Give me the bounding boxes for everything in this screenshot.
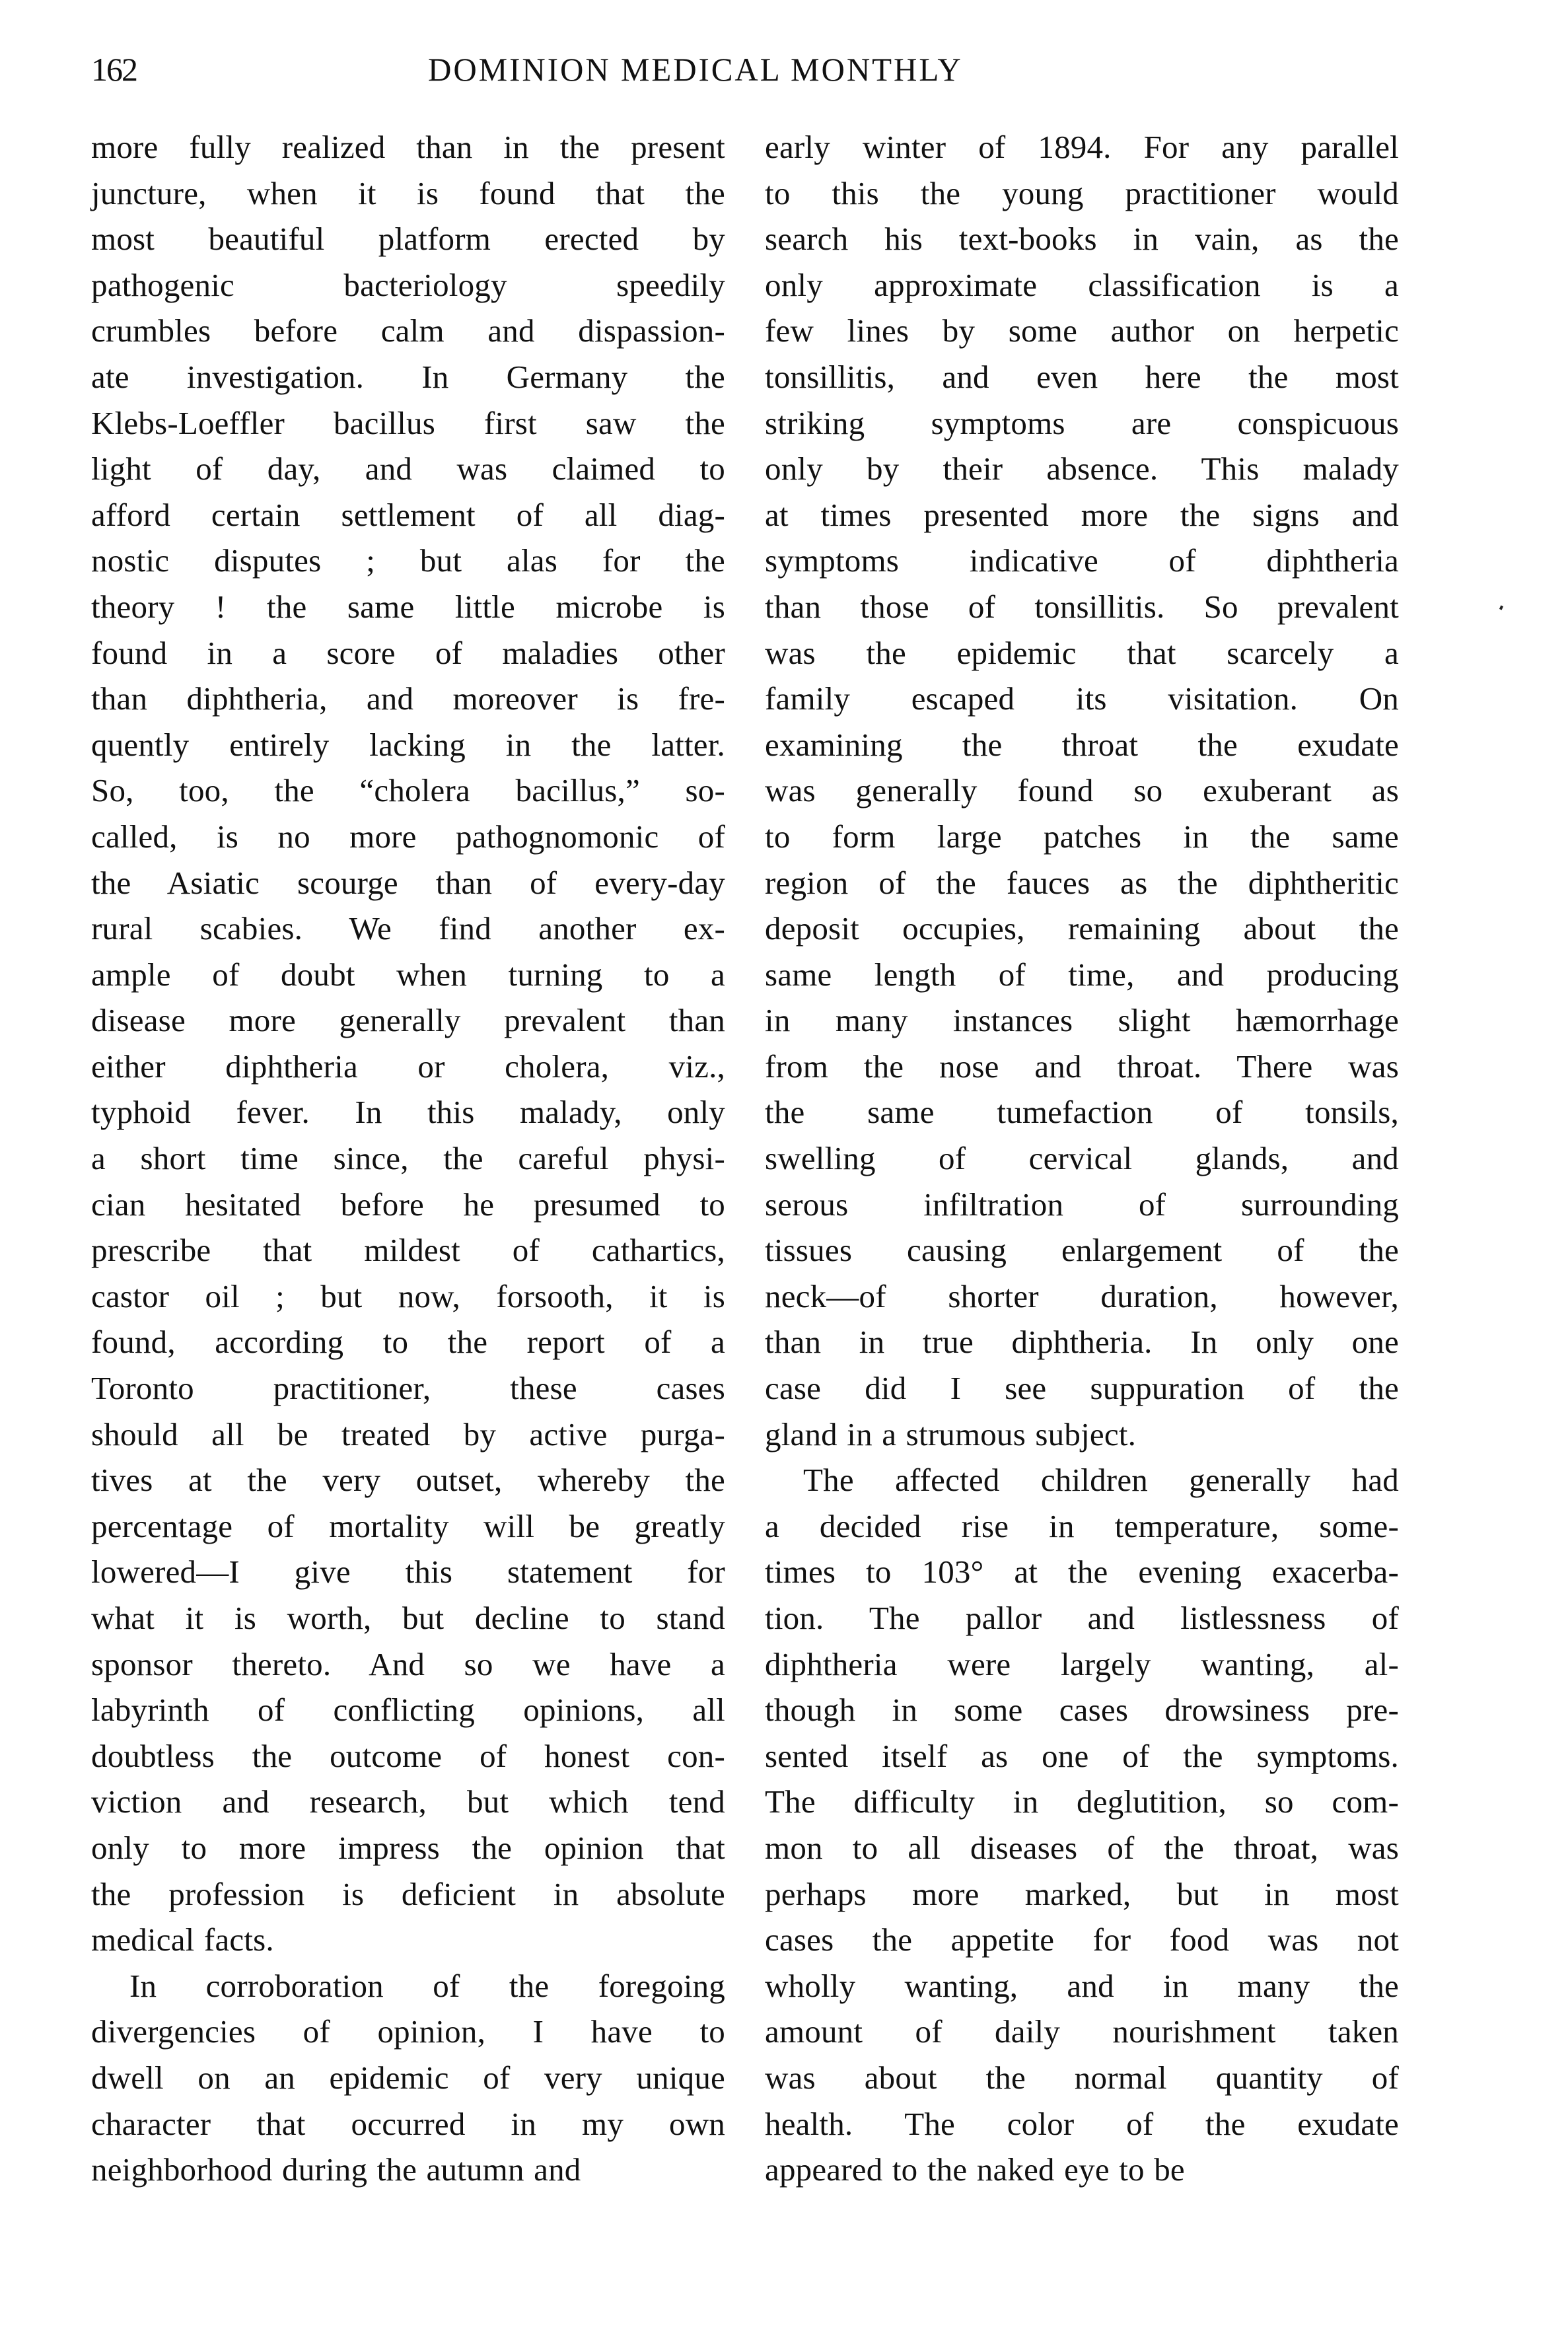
running-head bbox=[91, 46, 1406, 92]
text-line: search his text-books in vain, as the bbox=[765, 221, 1399, 258]
text-line: from the nose and throat. There was bbox=[765, 1048, 1399, 1085]
right-column bbox=[765, 124, 1399, 2193]
text-line: labyrinth of conflicting opinions, all bbox=[91, 1692, 725, 1729]
text-line: quently entirely lacking in the latter. bbox=[91, 726, 725, 763]
text-line: In corroboration of the foregoing bbox=[129, 1967, 725, 2004]
text-line: nostic disputes ; but alas for the bbox=[91, 542, 725, 579]
text-line: neighborhood during the autumn and bbox=[91, 2151, 581, 2188]
text-line: Toronto practitioner, these cases bbox=[91, 1370, 725, 1407]
text-line: called, is no more pathognomonic of bbox=[91, 818, 725, 855]
text-line: rural scabies. We find another ex- bbox=[91, 910, 725, 947]
text-line: a decided rise in temperature, some- bbox=[765, 1507, 1399, 1544]
journal-title: DOMINION MEDICAL MONTHLY bbox=[428, 51, 963, 88]
text-line: serous infiltration of surrounding bbox=[765, 1186, 1399, 1223]
text-line: what it is worth, but decline to stand bbox=[91, 1600, 725, 1636]
text-line: symptoms indicative of diphtheria bbox=[765, 542, 1399, 579]
text-line: tonsillitis, and even here the most bbox=[765, 358, 1399, 395]
text-line: percentage of mortality will be greatly bbox=[91, 1507, 725, 1544]
text-line: light of day, and was claimed to bbox=[91, 450, 725, 487]
text-line: in many instances slight hæmorrhage bbox=[765, 1002, 1399, 1039]
text-line: most beautiful platform erected by bbox=[91, 221, 725, 258]
text-line: divergencies of opinion, I have to bbox=[91, 2013, 725, 2050]
text-line: to this the young practitioner would bbox=[765, 174, 1399, 211]
text-line: only to more impress the opinion that bbox=[91, 1829, 725, 1866]
text-line: family escaped its visitation. On bbox=[765, 680, 1399, 717]
text-line: tissues causing enlargement of the bbox=[765, 1232, 1399, 1269]
text-line: either diphtheria or cholera, viz., bbox=[91, 1048, 725, 1085]
text-line: disease more generally prevalent than bbox=[91, 1002, 725, 1039]
text-line: tives at the very outset, whereby the bbox=[91, 1462, 725, 1499]
text-line: tion. The pallor and listlessness of bbox=[765, 1600, 1399, 1636]
text-line: found, according to the report of a bbox=[91, 1324, 725, 1361]
text-line: was generally found so exuberant as bbox=[765, 772, 1399, 809]
text-line: to form large patches in the same bbox=[765, 818, 1399, 855]
text-line: The difficulty in deglutition, so com- bbox=[765, 1783, 1399, 1820]
text-line: juncture, when it is found that the bbox=[91, 174, 725, 211]
text-line: health. The color of the exudate bbox=[765, 2105, 1399, 2142]
text-line: pathogenic bacteriology speedily bbox=[91, 266, 725, 303]
text-line: case did I see suppuration of the bbox=[765, 1370, 1399, 1407]
text-line: dwell on an epidemic of very unique bbox=[91, 2059, 725, 2096]
text-line: afford certain settlement of all diag- bbox=[91, 496, 725, 533]
text-line: perhaps more marked, but in most bbox=[765, 1875, 1399, 1912]
text-line: swelling of cervical glands, and bbox=[765, 1140, 1399, 1177]
text-line: character that occurred in my own bbox=[91, 2105, 725, 2142]
text-line: the Asiatic scourge than of every-day bbox=[91, 864, 725, 901]
text-line: castor oil ; but now, forsooth, it is bbox=[91, 1277, 725, 1314]
text-line: typhoid fever. In this malady, only bbox=[91, 1094, 725, 1131]
text-line: should all be treated by active purga- bbox=[91, 1415, 725, 1452]
text-line: The affected children generally had bbox=[803, 1462, 1399, 1499]
text-line: ample of doubt when turning to a bbox=[91, 956, 725, 993]
text-line: few lines by some author on herpetic bbox=[765, 312, 1399, 349]
text-line: than diphtheria, and moreover is fre- bbox=[91, 680, 725, 717]
text-line: though in some cases drowsiness pre- bbox=[765, 1692, 1399, 1729]
text-line: was about the normal quantity of bbox=[765, 2059, 1399, 2096]
text-line: only approximate classification is a bbox=[765, 266, 1399, 303]
text-line: So, too, the “cholera bacillus,” so- bbox=[91, 772, 725, 809]
text-line: Klebs-Loeffler bacillus first saw the bbox=[91, 404, 725, 441]
text-line: mon to all diseases of the throat, was bbox=[765, 1829, 1399, 1866]
text-line: crumbles before calm and dispassion- bbox=[91, 312, 725, 349]
text-line: times to 103° at the evening exacerba- bbox=[765, 1554, 1399, 1591]
text-line: more fully realized than in the present bbox=[91, 129, 725, 165]
text-line: a short time since, the careful physi- bbox=[91, 1140, 725, 1177]
text-line: neck—of shorter duration, however, bbox=[765, 1277, 1399, 1314]
text-line: appeared to the naked eye to be bbox=[765, 2151, 1185, 2188]
text-line: doubtless the outcome of honest con- bbox=[91, 1737, 725, 1774]
page-number: 162 bbox=[91, 51, 137, 88]
text-line: than those of tonsillitis. So prevalent bbox=[765, 588, 1399, 625]
text-line: diphtheria were largely wanting, al- bbox=[765, 1645, 1399, 1682]
text-line: striking symptoms are conspicuous bbox=[765, 404, 1399, 441]
text-line: sponsor thereto. And so we have a bbox=[91, 1645, 725, 1682]
text-line: was the epidemic that scarcely a bbox=[765, 634, 1399, 671]
text-line: gland in a strumous subject. bbox=[765, 1415, 1137, 1452]
text-line: only by their absence. This malady bbox=[765, 450, 1399, 487]
left-column bbox=[91, 124, 725, 2193]
text-line: examining the throat the exudate bbox=[765, 726, 1399, 763]
text-line: amount of daily nourishment taken bbox=[765, 2013, 1399, 2050]
text-line: wholly wanting, and in many the bbox=[765, 1967, 1399, 2004]
text-line: early winter of 1894. For any parallel bbox=[765, 129, 1399, 165]
text-line: viction and research, but which tend bbox=[91, 1783, 725, 1820]
text-line: deposit occupies, remaining about the bbox=[765, 910, 1399, 947]
text-line: found in a score of maladies other bbox=[91, 634, 725, 671]
text-line: lowered—I give this statement for bbox=[91, 1554, 725, 1591]
text-line: region of the fauces as the diphtheritic bbox=[765, 864, 1399, 901]
text-line: than in true diphtheria. In only one bbox=[765, 1324, 1399, 1361]
text-line: sented itself as one of the symptoms. bbox=[765, 1737, 1399, 1774]
scan-speck bbox=[1499, 605, 1503, 610]
text-line: at times presented more the signs and bbox=[765, 496, 1399, 533]
text-line: the profession is deficient in absolute bbox=[91, 1875, 725, 1912]
text-line: theory ! the same little microbe is bbox=[91, 588, 725, 625]
text-line: medical facts. bbox=[91, 1921, 274, 1958]
text-line: cases the appetite for food was not bbox=[765, 1921, 1399, 1958]
text-line: cian hesitated before he presumed to bbox=[91, 1186, 725, 1223]
text-line: the same tumefaction of tonsils, bbox=[765, 1094, 1399, 1131]
text-line: prescribe that mildest of cathartics, bbox=[91, 1232, 725, 1269]
text-line: same length of time, and producing bbox=[765, 956, 1399, 993]
text-line: ate investigation. In Germany the bbox=[91, 358, 725, 395]
